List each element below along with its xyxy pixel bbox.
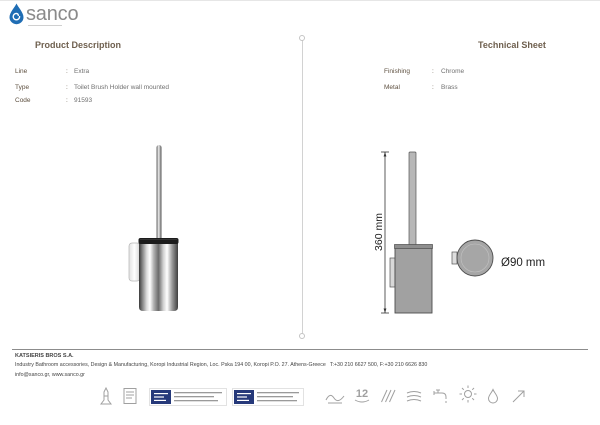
drawing-cylinder-lip bbox=[395, 245, 433, 249]
spec-label: Metal bbox=[384, 84, 400, 91]
spec-separator: : bbox=[66, 97, 68, 104]
faucet-shape bbox=[434, 390, 446, 399]
document-icon bbox=[122, 387, 138, 405]
iso-certificate-badge bbox=[232, 388, 304, 406]
spec-row-type bbox=[15, 84, 225, 92]
spec-separator: : bbox=[66, 68, 68, 75]
dimension-arrow-top bbox=[384, 152, 387, 157]
spec-value: Extra bbox=[74, 68, 90, 75]
spec-row-finishing bbox=[384, 68, 594, 76]
drawing-cylinder bbox=[395, 246, 432, 313]
holder-cylinder bbox=[139, 242, 178, 311]
spec-row-line bbox=[15, 68, 225, 76]
diameter-label: Ø90 mm bbox=[501, 257, 546, 269]
document-frame bbox=[124, 389, 136, 404]
stripes-icon bbox=[380, 388, 396, 404]
product-description-heading: Product Description bbox=[35, 40, 122, 50]
certificate-text-line bbox=[174, 400, 218, 401]
sun-rays bbox=[460, 386, 477, 403]
company-name: KATSIERIS BROS S.A. bbox=[15, 353, 74, 359]
technical-drawing bbox=[368, 146, 558, 318]
spec-value: Brass bbox=[441, 84, 458, 91]
footer-rule bbox=[12, 349, 588, 350]
drop-logo-icon bbox=[9, 3, 24, 25]
lines-shape bbox=[407, 392, 421, 402]
certificate-text-line bbox=[174, 396, 214, 397]
wall-bracket bbox=[129, 243, 140, 281]
spec-separator: : bbox=[432, 84, 434, 91]
warranty-icon bbox=[352, 385, 372, 405]
certificate-logo-mark bbox=[237, 400, 249, 401]
divider-dot-bottom bbox=[299, 333, 305, 339]
wave-icon bbox=[324, 387, 346, 405]
tower-shape bbox=[101, 388, 111, 404]
spec-value: Toilet Brush Holder wall mounted bbox=[74, 84, 170, 91]
iso-certificate-badge bbox=[149, 388, 227, 406]
arrow-icon bbox=[510, 387, 528, 405]
certificate-text-line bbox=[257, 400, 297, 401]
sun-icon bbox=[459, 384, 477, 404]
certificate-logo-mark bbox=[154, 393, 168, 394]
warranty-years: 12 bbox=[355, 388, 369, 400]
certificate-logo-mark bbox=[237, 396, 247, 397]
spec-value: 91593 bbox=[74, 97, 93, 104]
drawing-handle bbox=[409, 152, 416, 246]
logo-wordmark: sanco bbox=[26, 3, 79, 25]
company-contact: info@sanco.gr, www.sanco.gr bbox=[15, 372, 85, 378]
certificate-logo-mark bbox=[237, 393, 251, 394]
height-dimension-label: 360 mm bbox=[373, 213, 385, 251]
brush-handle bbox=[157, 145, 162, 242]
faucet-icon bbox=[432, 387, 448, 405]
spec-label: Line bbox=[15, 68, 28, 75]
spec-label: Type bbox=[15, 84, 30, 91]
logo-tagline bbox=[28, 25, 62, 26]
company-phones: T:+30 210 6627 500, F:+30 210 6626 830 bbox=[329, 362, 428, 368]
sun-core bbox=[465, 391, 472, 398]
drop-icon bbox=[486, 388, 500, 404]
certificate-text-line bbox=[174, 392, 222, 393]
dimension-arrow-bottom bbox=[384, 309, 387, 314]
tower-icon bbox=[99, 387, 113, 405]
top-border bbox=[0, 0, 600, 1]
product-photo bbox=[118, 140, 190, 316]
center-divider bbox=[302, 40, 303, 334]
drawing-mount-plate bbox=[390, 258, 395, 287]
technical-sheet-heading: Technical Sheet bbox=[478, 40, 546, 50]
top-view-tab bbox=[452, 252, 457, 264]
spec-value: Chrome bbox=[441, 68, 465, 75]
drop-shape bbox=[489, 390, 498, 404]
spec-separator: : bbox=[66, 84, 68, 91]
spec-label: Finishing bbox=[384, 68, 411, 75]
stripes-shape bbox=[382, 390, 396, 402]
spec-separator: : bbox=[432, 68, 434, 75]
brand-logo bbox=[9, 2, 89, 30]
company-address-line bbox=[15, 362, 427, 369]
company-address: Industry Bathroom accessories, Design & Manufacturing, Koropi Industrial Region, Loc. Pska 194 00, Koropi P.O. 27. Athens-Greece bbox=[15, 362, 326, 368]
spec-row-code bbox=[15, 97, 225, 105]
certificate-logo-mark bbox=[154, 396, 164, 397]
spec-label: Code bbox=[15, 97, 31, 104]
top-view-circle bbox=[457, 240, 493, 276]
document-lines bbox=[126, 392, 134, 398]
spec-row-metal bbox=[384, 84, 594, 92]
certificate-logo-mark bbox=[154, 400, 166, 401]
certificate-text-line bbox=[257, 392, 299, 393]
lines-icon bbox=[405, 389, 423, 403]
holder-rim bbox=[139, 238, 179, 244]
certificate-text-line bbox=[257, 396, 293, 397]
warranty-arc bbox=[355, 400, 369, 402]
wave-shape bbox=[326, 395, 344, 400]
arrow-shape bbox=[513, 391, 524, 402]
divider-dot-top bbox=[299, 35, 305, 41]
